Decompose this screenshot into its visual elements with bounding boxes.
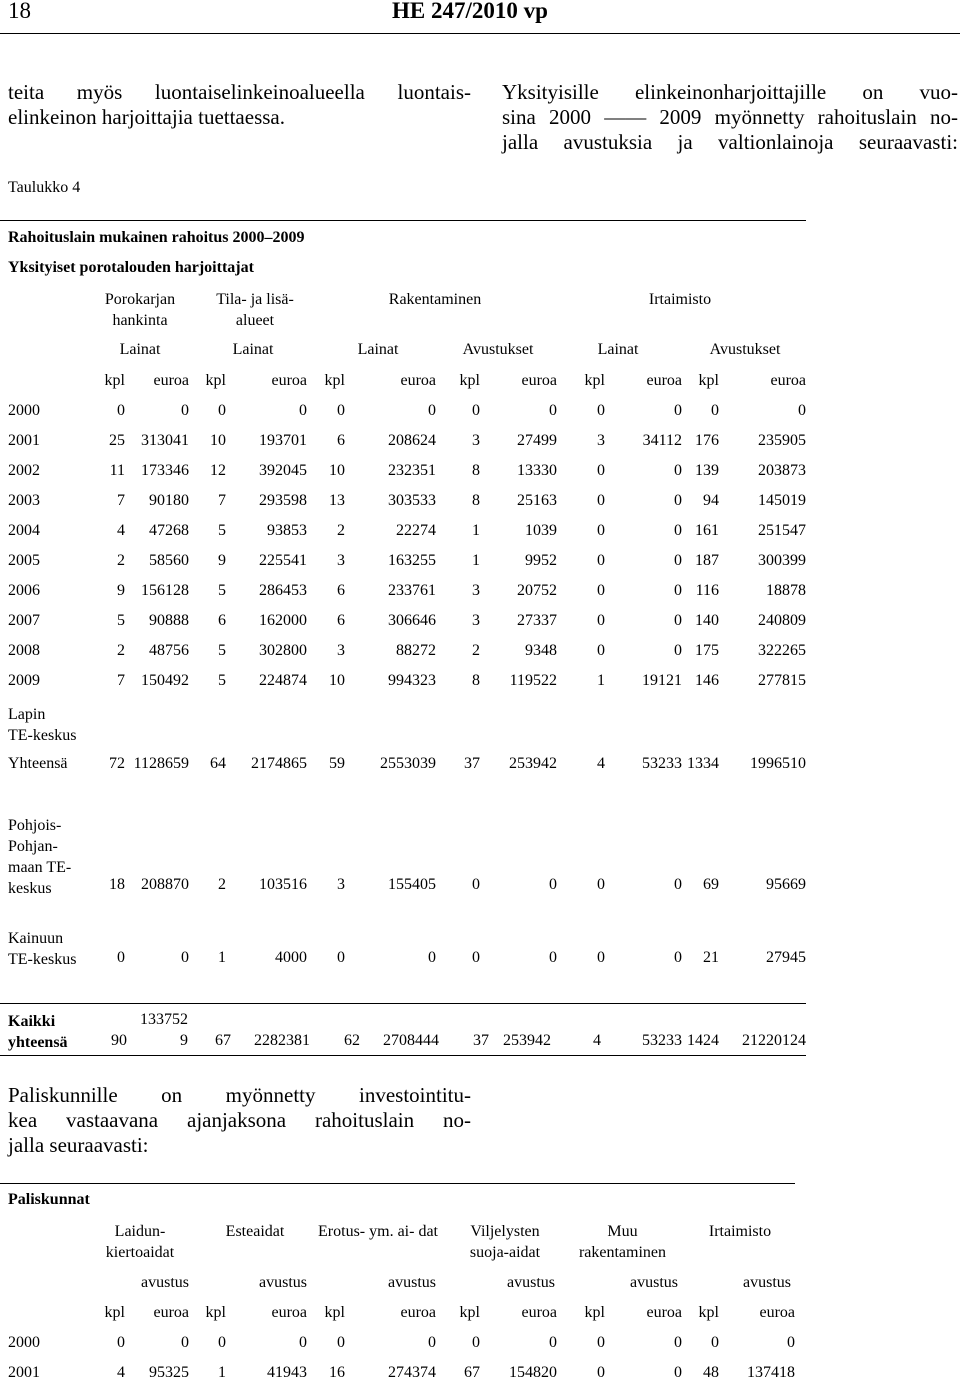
column-group-header: Tila- ja lisä- alueet: [216, 291, 294, 329]
unit-header: kpl: [698, 1304, 719, 1321]
totals-table: [8, 749, 806, 779]
table-cell: 7: [117, 672, 125, 689]
table-cell: 0: [299, 402, 307, 419]
row-label: 2001: [8, 1364, 40, 1381]
table-cell: 293598: [259, 492, 307, 509]
table-cell: 5: [218, 522, 226, 539]
table-cell: 1128659: [133, 755, 189, 772]
unit-header: euroa: [521, 1304, 557, 1321]
table-cell: 0: [674, 462, 682, 479]
unit-header: euroa: [770, 372, 806, 389]
table-cell: 27499: [517, 432, 557, 449]
subgroup-header: avustus: [388, 1274, 436, 1291]
table-cell: 18: [109, 876, 125, 893]
table-cell: 0: [674, 492, 682, 509]
table-cell: 53233: [642, 1032, 682, 1049]
table-cell: 0: [472, 876, 480, 893]
table-cell: 300399: [758, 552, 806, 569]
table-cell: 5: [218, 642, 226, 659]
unit-header: kpl: [104, 372, 125, 389]
table-cell: 0: [117, 1334, 125, 1351]
row-label-pohjois: Pohjois- Pohjan- maan TE- keskus: [8, 817, 72, 897]
table-cell: 90888: [149, 612, 189, 629]
table-cell: 27337: [517, 612, 557, 629]
header-rule: [0, 33, 960, 34]
table-cell: 0: [549, 876, 557, 893]
table-cell: 1: [472, 522, 480, 539]
unit-header: euroa: [271, 372, 307, 389]
table-cell: 208870: [141, 876, 189, 893]
table-cell: 0: [181, 1334, 189, 1351]
table-row: [8, 749, 806, 779]
empty-cell: [8, 1298, 98, 1328]
table-cell: 47268: [149, 522, 189, 539]
empty-cell: [8, 366, 98, 396]
table-cell: 58560: [149, 552, 189, 569]
subgroup-header: avustus: [259, 1274, 307, 1291]
table-cell: 277815: [758, 672, 806, 689]
unit-header: kpl: [459, 1304, 480, 1321]
table-cell: 19121: [642, 672, 682, 689]
table-cell: 37: [464, 755, 480, 772]
table-cell: 116: [695, 582, 719, 599]
subgroup-header: avustus: [507, 1274, 555, 1291]
table-cell: 0: [597, 582, 605, 599]
page-number: 18: [8, 0, 31, 23]
table-cell: 0: [597, 462, 605, 479]
table-cell: 392045: [259, 462, 307, 479]
table-top-rule: [0, 220, 806, 221]
table-cell: 0: [181, 402, 189, 419]
subgroup-header: Avustukset: [709, 341, 781, 358]
table-cell: 5: [218, 582, 226, 599]
unit-header: euroa: [153, 372, 189, 389]
table-cell: 0: [597, 492, 605, 509]
table-cell: 27945: [766, 949, 806, 966]
table-cell: 3: [597, 432, 605, 449]
table-cell: 67: [464, 1364, 480, 1381]
mid-paragraph: [8, 1083, 471, 1158]
table-row: [8, 636, 806, 666]
table-cell: 154820: [509, 1364, 557, 1381]
table-cell: 0: [597, 642, 605, 659]
table-cell: 72: [109, 755, 125, 772]
unit-header: euroa: [400, 372, 436, 389]
subgroup-header: avustus: [630, 1274, 678, 1291]
table-row: [8, 456, 806, 486]
table-cell: 7: [117, 492, 125, 509]
table-cell: 3: [472, 582, 480, 599]
table-cell: 0: [674, 949, 682, 966]
table-row: [8, 546, 806, 576]
row-label-lapin: Lapin TE-keskus: [8, 706, 77, 744]
table-cell: 22274: [396, 522, 436, 539]
table-cell: 0: [674, 552, 682, 569]
row-label-kaikki: Kaikki yhteensä: [8, 1013, 68, 1051]
table-cell: 0: [181, 949, 189, 966]
table-cell: 155405: [388, 876, 436, 893]
table-bottom-rule: [0, 1055, 806, 1056]
table-cell: 16: [329, 1364, 345, 1381]
table-cell: 25163: [517, 492, 557, 509]
table-cell: 994323: [388, 672, 436, 689]
table-cell: 4: [117, 1364, 125, 1381]
table-cell: 4: [593, 1032, 601, 1049]
table-cell: 150492: [141, 672, 189, 689]
table-cell: 88272: [396, 642, 436, 659]
unit-header: kpl: [324, 1304, 345, 1321]
row-label-kainuu: Kainuun TE-keskus: [8, 930, 77, 968]
table-cell: 9: [180, 1032, 188, 1049]
table-cell: 9348: [525, 642, 557, 659]
row-label: 2008: [8, 642, 40, 659]
table-cell: 2: [117, 552, 125, 569]
unit-header: euroa: [646, 372, 682, 389]
table-cell: 253942: [509, 755, 557, 772]
table-row: [8, 486, 806, 516]
table-cell: 1334: [687, 755, 719, 772]
table-cell: 37: [473, 1032, 489, 1049]
table-cell: 67: [215, 1032, 231, 1049]
table-cell: 18878: [766, 582, 806, 599]
table-cell: 48: [703, 1364, 719, 1381]
unit-header: kpl: [459, 372, 480, 389]
unit-header: kpl: [324, 372, 345, 389]
table-cell: 0: [549, 402, 557, 419]
column-group-header: Porokarjan hankinta: [104, 291, 176, 329]
table-cell: 133752: [140, 1011, 188, 1028]
table-cell: 10: [329, 462, 345, 479]
table-cell: 176: [695, 432, 719, 449]
unit-header: euroa: [521, 372, 557, 389]
table-cell: 1424: [687, 1032, 719, 1049]
table-cell: 0: [674, 1334, 682, 1351]
row-label: 2000: [8, 1334, 40, 1351]
column-group-header: Irtaimisto: [648, 291, 712, 308]
table-cell: 286453: [259, 582, 307, 599]
table-cell: 2: [218, 876, 226, 893]
row-label: 2002: [8, 462, 40, 479]
subgroup-header: Avustukset: [462, 341, 534, 358]
table-row: [8, 1358, 795, 1388]
table-cell: 0: [674, 582, 682, 599]
row-label: 2004: [8, 522, 40, 539]
table-cell: 193701: [259, 432, 307, 449]
table-cell: 146: [695, 672, 719, 689]
table-row: [8, 426, 806, 456]
table-cell: 2: [472, 642, 480, 659]
table-cell: 140: [695, 612, 719, 629]
table-cell: 0: [337, 1334, 345, 1351]
table-cell: 8: [472, 492, 480, 509]
table-cell: 232351: [388, 462, 436, 479]
table-cell: 0: [218, 402, 226, 419]
table-cell: 173346: [141, 462, 189, 479]
row-label: 2005: [8, 552, 40, 569]
table-cell: 0: [337, 949, 345, 966]
table-cell: 0: [674, 1364, 682, 1381]
table-cell: 9: [218, 552, 226, 569]
document-id: HE 247/2010 vp: [392, 0, 548, 23]
table-cell: 8: [472, 672, 480, 689]
table-cell: 9952: [525, 552, 557, 569]
table-cell: 0: [674, 642, 682, 659]
table-cell: 233761: [388, 582, 436, 599]
table-row: [8, 576, 806, 606]
table-cell: 5: [117, 612, 125, 629]
table-cell: 34112: [642, 432, 682, 449]
table-cell: 3: [472, 612, 480, 629]
table-row: [8, 516, 806, 546]
column-group-header: Erotus- ym. ai- dat: [318, 1223, 438, 1240]
table-cell: 21: [703, 949, 719, 966]
table-cell: 156128: [141, 582, 189, 599]
table-row: [8, 666, 806, 696]
table-cell: 13: [329, 492, 345, 509]
table-title: Rahoituslain mukainen rahoitus 2000–2009: [8, 229, 305, 246]
unit-header: kpl: [584, 1304, 605, 1321]
table-cell: 2: [117, 642, 125, 659]
table-cell: 0: [549, 1334, 557, 1351]
subgroup-header: avustus: [141, 1274, 189, 1291]
row-label: 2003: [8, 492, 40, 509]
table-cell: 0: [549, 949, 557, 966]
table-cell: 274374: [388, 1364, 436, 1381]
table-cell: 137418: [747, 1364, 795, 1381]
left-paragraph: [8, 80, 471, 130]
subgroup-header: Lainat: [357, 341, 399, 358]
table-cell: 1: [218, 949, 226, 966]
table-cell: 53233: [642, 755, 682, 772]
table-cell: 0: [597, 522, 605, 539]
table-cell: 2553039: [380, 755, 436, 772]
column-group-header: Esteaidat: [225, 1223, 285, 1240]
unit-header-row: [8, 366, 806, 396]
table-subtitle: Yksityiset porotalouden harjoittajat: [8, 259, 254, 276]
table-cell: 90180: [149, 492, 189, 509]
table-cell: 90: [111, 1032, 127, 1049]
subgroup-header: Lainat: [119, 341, 161, 358]
table-cell: 302800: [259, 642, 307, 659]
left-paragraph-line: teita myös luontaiselinkeinoalueella luontais-: [8, 80, 471, 104]
table-cell: 4: [597, 755, 605, 772]
table-cell: 3: [337, 552, 345, 569]
subgroup-header: Lainat: [232, 341, 274, 358]
table-cell: 1: [597, 672, 605, 689]
unit-header: kpl: [205, 1304, 226, 1321]
table2-top-rule: [0, 1183, 795, 1184]
table-cell: 0: [597, 949, 605, 966]
table-cell: 94: [703, 492, 719, 509]
table-cell: 1996510: [750, 755, 806, 772]
table-cell: 163255: [388, 552, 436, 569]
row-label: 2007: [8, 612, 40, 629]
table-cell: 0: [597, 876, 605, 893]
mid-paragraph-line: kea vastaavana ajanjaksona rahoituslain no-: [8, 1108, 471, 1132]
table-cell: 0: [428, 949, 436, 966]
table-cell: 119522: [509, 672, 557, 689]
table-cell: 187: [695, 552, 719, 569]
table-cell: 0: [674, 876, 682, 893]
table-cell: 69: [703, 876, 719, 893]
column-group-header: Rakentaminen: [388, 291, 482, 308]
table-cell: 2: [337, 522, 345, 539]
table-cell: 251547: [758, 522, 806, 539]
table-cell: 0: [674, 612, 682, 629]
column-group-header: Muu rakentaminen: [578, 1223, 667, 1261]
unit-header-row: [8, 1298, 795, 1328]
right-paragraph-line: sina 2000 —— 2009 myönnetty rahoituslain no-: [502, 105, 958, 129]
table-cell: 7: [218, 492, 226, 509]
table-cell: 0: [597, 552, 605, 569]
table-cell: 0: [428, 402, 436, 419]
column-group-header: Laidun- kiertoaidat: [105, 1223, 175, 1261]
table-cell: 306646: [388, 612, 436, 629]
table-cell: 6: [218, 612, 226, 629]
table-cell: 12: [210, 462, 226, 479]
table-cell: 4: [117, 522, 125, 539]
table-cell: 224874: [259, 672, 307, 689]
table-cell: 322265: [758, 642, 806, 659]
table-cell: 1039: [525, 522, 557, 539]
row-label: Yhteensä: [8, 755, 68, 772]
table-cell: 253942: [503, 1032, 551, 1049]
data-table-2: [8, 1298, 795, 1388]
table-cell: 13330: [517, 462, 557, 479]
total-rule: [0, 1003, 806, 1004]
column-group-header: Irtaimisto: [708, 1223, 772, 1240]
table-cell: 41943: [267, 1364, 307, 1381]
unit-header: euroa: [646, 1304, 682, 1321]
table-row: [8, 606, 806, 636]
table-cell: 162000: [259, 612, 307, 629]
table-row: [8, 396, 806, 426]
table-cell: 0: [218, 1334, 226, 1351]
table-cell: 3: [337, 642, 345, 659]
table-cell: 0: [798, 402, 806, 419]
table-cell: 235905: [758, 432, 806, 449]
right-paragraph: [502, 80, 958, 155]
table-cell: 2282381: [254, 1032, 310, 1049]
table-cell: 3: [472, 432, 480, 449]
table-cell: 62: [344, 1032, 360, 1049]
table-cell: 2708444: [383, 1032, 439, 1049]
table-cell: 95325: [149, 1364, 189, 1381]
subgroup-header: Lainat: [597, 341, 639, 358]
table-cell: 0: [787, 1334, 795, 1351]
table-caption: Taulukko 4: [8, 179, 81, 196]
table-cell: 20752: [517, 582, 557, 599]
table-cell: 4000: [275, 949, 307, 966]
table-cell: 1: [472, 552, 480, 569]
table-row: [8, 1328, 795, 1358]
table-cell: 6: [337, 612, 345, 629]
table-cell: 103516: [259, 876, 307, 893]
row-label: 2000: [8, 402, 40, 419]
table-cell: 10: [210, 432, 226, 449]
unit-header: euroa: [759, 1304, 795, 1321]
table-cell: 0: [472, 949, 480, 966]
unit-header: kpl: [698, 372, 719, 389]
unit-header: kpl: [205, 372, 226, 389]
right-paragraph-line: jalla avustuksia ja valtionlainoja seuraavasti:: [502, 130, 958, 154]
left-paragraph-line: elinkeinon harjoittajia tuettaessa.: [8, 105, 285, 129]
mid-paragraph-line: jalla seuraavasti:: [8, 1133, 149, 1157]
table-cell: 5: [218, 672, 226, 689]
row-label: 2001: [8, 432, 40, 449]
table-cell: 11: [109, 462, 125, 479]
table-cell: 208624: [388, 432, 436, 449]
unit-header: kpl: [104, 1304, 125, 1321]
mid-paragraph-line: Paliskunnille on myönnetty investointitu-: [8, 1083, 471, 1107]
table-cell: 225541: [259, 552, 307, 569]
unit-header: euroa: [271, 1304, 307, 1321]
table-cell: 59: [329, 755, 345, 772]
table-cell: 0: [299, 1334, 307, 1351]
unit-header: euroa: [153, 1304, 189, 1321]
table2-title: Paliskunnat: [8, 1191, 90, 1208]
table-cell: 6: [337, 582, 345, 599]
table-cell: 0: [337, 402, 345, 419]
table-cell: 0: [117, 949, 125, 966]
right-paragraph-line: Yksityisille elinkeinonharjoittajille on vuo-: [502, 80, 958, 104]
subgroup-header: avustus: [743, 1274, 791, 1291]
data-table: [8, 366, 806, 696]
table-cell: 0: [597, 1364, 605, 1381]
table-cell: 313041: [141, 432, 189, 449]
table-cell: 145019: [758, 492, 806, 509]
table-cell: 0: [597, 1334, 605, 1351]
table-cell: 0: [472, 402, 480, 419]
table-cell: 8: [472, 462, 480, 479]
row-label: 2009: [8, 672, 40, 689]
table-cell: 0: [674, 522, 682, 539]
row-label: 2006: [8, 582, 40, 599]
table-cell: 64: [210, 755, 226, 772]
table-cell: 0: [597, 612, 605, 629]
table-cell: 175: [695, 642, 719, 659]
table-cell: 0: [597, 402, 605, 419]
table-cell: 0: [711, 1334, 719, 1351]
table-cell: 0: [472, 1334, 480, 1351]
unit-header: euroa: [400, 1304, 436, 1321]
table-cell: 6: [337, 432, 345, 449]
table-cell: 0: [428, 1334, 436, 1351]
unit-header: kpl: [584, 372, 605, 389]
table-cell: 0: [674, 402, 682, 419]
table-cell: 10: [329, 672, 345, 689]
table-cell: 161: [695, 522, 719, 539]
table-cell: 25: [109, 432, 125, 449]
table-cell: 2174865: [251, 755, 307, 772]
table-cell: 95669: [766, 876, 806, 893]
table-cell: 240809: [758, 612, 806, 629]
table-cell: 93853: [267, 522, 307, 539]
table-cell: 203873: [758, 462, 806, 479]
table-cell: 0: [711, 402, 719, 419]
table-cell: 139: [695, 462, 719, 479]
table-cell: 1: [218, 1364, 226, 1381]
table-cell: 21220124: [742, 1032, 806, 1049]
table-cell: 9: [117, 582, 125, 599]
column-group-header: Viljelysten suoja-aidat: [469, 1223, 541, 1261]
table-cell: 303533: [388, 492, 436, 509]
table-cell: 3: [337, 876, 345, 893]
table-cell: 48756: [149, 642, 189, 659]
table-cell: 0: [117, 402, 125, 419]
